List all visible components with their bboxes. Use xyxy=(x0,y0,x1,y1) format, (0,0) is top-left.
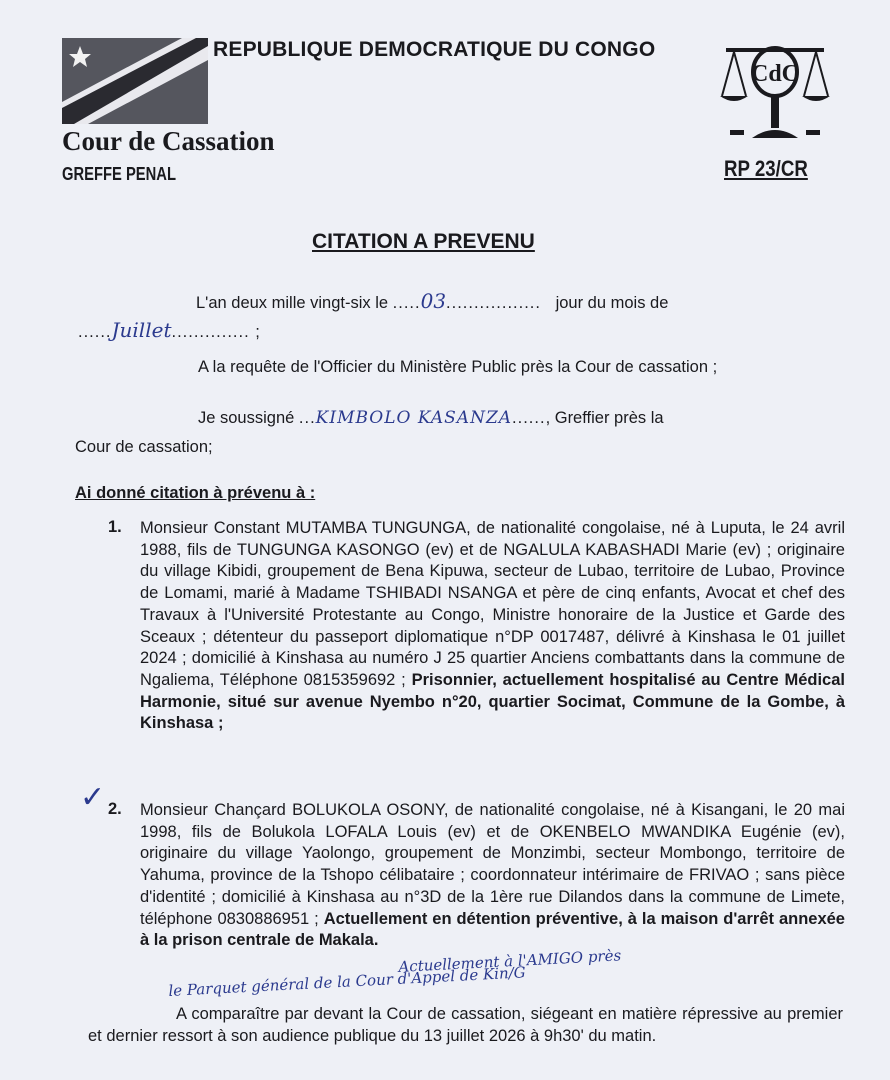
handwritten-check-mark: ✓ xyxy=(80,780,106,815)
signatory-suffix: , Greffier près la xyxy=(545,409,664,427)
defendant-2-details: Monsieur Chançard BOLUKOLA OSONY, de nationalité congolaise, né à Kisangani, le 20 mai 1998, fils de Bolukola LOFALA Louis (ev) et de OKENBELO MWANDIKA Eugénie (ev), originaire du village Yaolongo, groupement de Monzimbi, secteur Mombongo, territoire de Yahuma, province de la Tshopo célibataire ; coordonnateur intérimaire de FRIVAO ; sans pièce d'identité ; domicilié à Kinshasa au n°3D de la 1ère rue Dilandos dans la commune de Limete, téléphone 0830886951 ; xyxy=(140,801,845,928)
handwritten-note-2: le Parquet général de la Cour d'Appel de Kin/G xyxy=(168,963,527,1000)
defendant-1-status: Prisonnier, actuellement hospitalisé au Centre Médical Harmonie, situé sur avenue Nyembo n°20, quartier Socimat, Commune de la Gombe, à Kinshasa ; xyxy=(140,670,845,733)
date-prefix: L'an deux mille vingt-six le xyxy=(196,294,389,312)
court-name: Cour de Cassation xyxy=(62,126,275,156)
defendant-2-status: Actuellement en détention préventive, à la maison d'arrêt annexée à la prison centrale de Makala. xyxy=(140,909,845,950)
svg-text:CdC: CdC xyxy=(750,61,800,87)
defendant-2-number: 2. xyxy=(108,800,122,818)
document-title: CITATION A PREVENU xyxy=(312,230,535,253)
republic-heading: REPUBLIQUE DEMOCRATIQUE DU CONGO xyxy=(213,38,656,61)
handwritten-clerk-name: KIMBOLO KASANZA xyxy=(315,408,513,428)
signatory-line-2: Cour de cassation; xyxy=(75,438,213,456)
summons-heading: Ai donné citation à prévenu à : xyxy=(75,484,316,502)
defendant-1-number: 1. xyxy=(108,518,122,536)
court-scales-emblem xyxy=(716,26,834,144)
case-reference: RP 23/CR xyxy=(724,156,808,181)
handwritten-note-1: Actuellement à l'AMIGO près xyxy=(398,946,622,976)
department-label: GREFFE PENAL xyxy=(62,164,176,184)
date-mid: jour du mois de xyxy=(555,294,669,312)
request-line: A la requête de l'Officier du Ministère Public près la Cour de cassation ; xyxy=(198,358,718,376)
handwritten-day: 03 xyxy=(420,289,447,313)
signatory-line: Je soussigné ...KIMBOLO KASANZA......, Greffier près la xyxy=(198,408,664,428)
signatory-prefix: Je soussigné xyxy=(198,409,295,427)
date-line: L'an deux mille vingt-six le .....03................. jour du mois de xyxy=(196,289,669,313)
defendant-1-paragraph xyxy=(140,518,845,735)
month-line: ......Juillet.............. ; xyxy=(78,318,261,342)
handwritten-month: Juillet xyxy=(111,318,172,342)
defendant-1-details: Monsieur Constant MUTAMBA TUNGUNGA, de nationalité congolaise, né à Luputa, le 24 avril 1988, fils de TUNGUNGA KASONGO (ev) et de NGALULA KABASHADI Marie (ev) ; originaire du village Kibidi, groupement de Bena Kipuwa, secteur de Lubao, territoire de Lubao, Province de Lomami, marié à Madame TSHIBADI NSANGA et père de cinq enfants, Avocat et chef des Travaux à l'Université Protestante au Congo, Ministre honoraire de la Justice et Garde des Sceaux ; détenteur du passeport diplomatique n°DP 0017487, délivré à Kinshasa le 01 juillet 2024 ; domicilié à Kinshasa au numéro J 25 quartier Anciens combattants dans la commune de Ngaliema, Téléphone 0815359692 ; xyxy=(140,519,845,689)
defendant-2-paragraph xyxy=(140,800,845,952)
appearance-paragraph: A comparaître par devant la Cour de cassation, siégeant en matière répressive au premier et dernier ressort à son audience publique du 13 juillet 2026 à 9h30' du matin. xyxy=(88,1005,843,1045)
drc-flag-image xyxy=(62,38,208,124)
